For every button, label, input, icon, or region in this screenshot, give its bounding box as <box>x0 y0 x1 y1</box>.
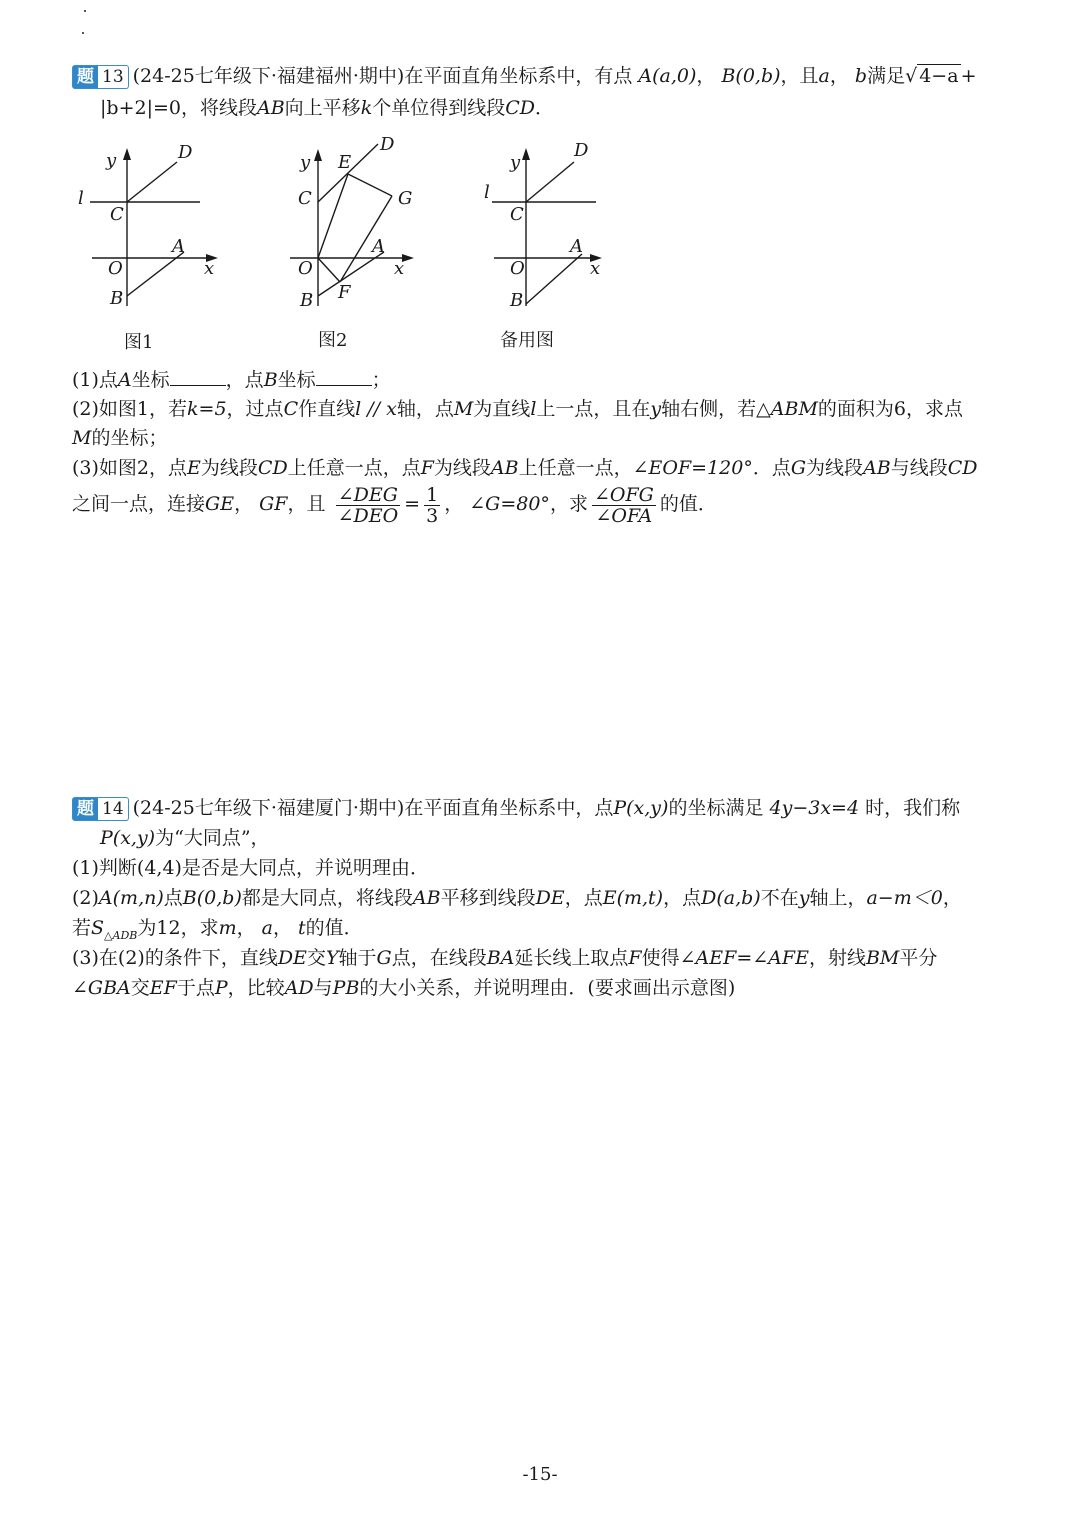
svg-text:y: y <box>106 150 117 171</box>
svg-text:C: C <box>510 204 524 225</box>
figure-spare-caption: 备用图 <box>500 330 554 351</box>
p13-q3-line-2: 之间一点，连接GE， GF，且 $\frac{\text{∠DEG}}{\text{∠DEO}}$ = $\frac{1}{3}$ ， ∠G=80°，求 $\frac{\text{∠OFG}}{\text{∠OFA}}$ 的值． <box>72 483 717 527</box>
svg-text:E: E <box>338 152 352 173</box>
svg-text:A: A <box>570 236 583 257</box>
svg-text:C: C <box>298 188 312 209</box>
svg-text:B: B <box>300 290 314 311</box>
p13-q2-line-2: M的坐标； <box>72 427 168 449</box>
figure-1 <box>72 138 222 323</box>
p14-q2-line-1: (2)A(m,n)点B(0,b)都是大同点，将线段AB平移到线段DE，点E(m,t)，点D(a,b)不在y轴上，a−m＜0， <box>72 887 962 909</box>
p13-q3-line-1: (3)如图2，点E为线段CD上任意一点，点F为线段AB上任意一点，∠EOF=120°．点G为线段AB与线段CD <box>72 457 978 479</box>
problem-tag: 题 14 <box>72 797 129 821</box>
svg-text:D: D <box>380 134 395 155</box>
p14-line-1: 题 14 (24-25七年级下·福建厦门·期中)在平面直角坐标系中，点P(x,y)的坐标满足 4y−3x=4 时，我们称 <box>72 794 960 822</box>
svg-text:F: F <box>338 282 351 303</box>
page-number: -15- <box>522 1464 558 1485</box>
svg-text:A: A <box>172 236 185 257</box>
figure-1-caption: 图1 <box>124 332 154 353</box>
svg-text:C: C <box>110 204 124 225</box>
p13-line-1: 题 13 (24-25七年级下·福建福州·期中)在平面直角坐标系中，有点 A(a,0)， B(0,b)，且a， b满足√ 4−a + <box>72 62 976 90</box>
p13-q2-line-1: (2)如图1，若k=5，过点C作直线l // x轴，点M为直线l上一点，且在y轴右侧，若△ABM的面积为6，求点 <box>72 398 964 420</box>
svg-text:l: l <box>78 188 84 209</box>
p13-line-2: |b+2|=0，将线段AB向上平移k个单位得到线段CD． <box>100 97 555 119</box>
svg-text:O: O <box>298 258 313 279</box>
p14-q2-line-2: 若$S_{\triangle ADB}$为12，求m， a， t的值． <box>72 917 363 942</box>
p14-q3-line-2: ∠GBA交EF于点P，比较AD与PB的大小关系，并说明理由．(要求画出示意图) <box>72 977 736 999</box>
figure-2 <box>280 132 430 323</box>
answer-blank[interactable] <box>170 367 226 386</box>
svg-text:A: A <box>372 236 385 257</box>
svg-text:D: D <box>574 140 589 161</box>
answer-blank[interactable] <box>316 367 372 386</box>
p14-q1: (1)判断(4,4)是否是大同点，并说明理由． <box>72 857 429 879</box>
problem-tag: 题 13 <box>72 65 129 89</box>
svg-text:O: O <box>108 258 123 279</box>
svg-text:x: x <box>590 258 601 279</box>
p14-line-2: P(x,y)为“大同点”， <box>100 827 270 849</box>
svg-text:y: y <box>300 152 311 173</box>
svg-text:G: G <box>398 188 413 209</box>
fraction: $\frac{\text{∠DEG}}{\text{∠DEO}}$ <box>337 483 399 527</box>
figure-spare <box>478 136 618 321</box>
p13-q1: (1)点A坐标 ，点B坐标 ； <box>72 369 391 391</box>
speck <box>82 32 84 34</box>
svg-text:l: l <box>484 182 490 203</box>
svg-text:B: B <box>510 290 524 311</box>
svg-text:x: x <box>394 258 405 279</box>
svg-text:O: O <box>510 258 525 279</box>
speck <box>84 10 86 12</box>
svg-text:B: B <box>110 288 124 309</box>
svg-text:y: y <box>510 152 521 173</box>
fraction: $\frac{1}{3}$ <box>426 483 439 527</box>
p14-q3-line-1: (3)在(2)的条件下，直线DE交Y轴于G点，在线段BA延长线上取点F使得∠AEF=∠AFE，射线BM平分 <box>72 947 938 969</box>
svg-text:D: D <box>178 142 193 163</box>
fraction: $\frac{\text{∠OFG}}{\text{∠OFA}}$ <box>593 483 654 527</box>
figure-2-caption: 图2 <box>318 330 348 351</box>
svg-text:x: x <box>204 258 215 279</box>
